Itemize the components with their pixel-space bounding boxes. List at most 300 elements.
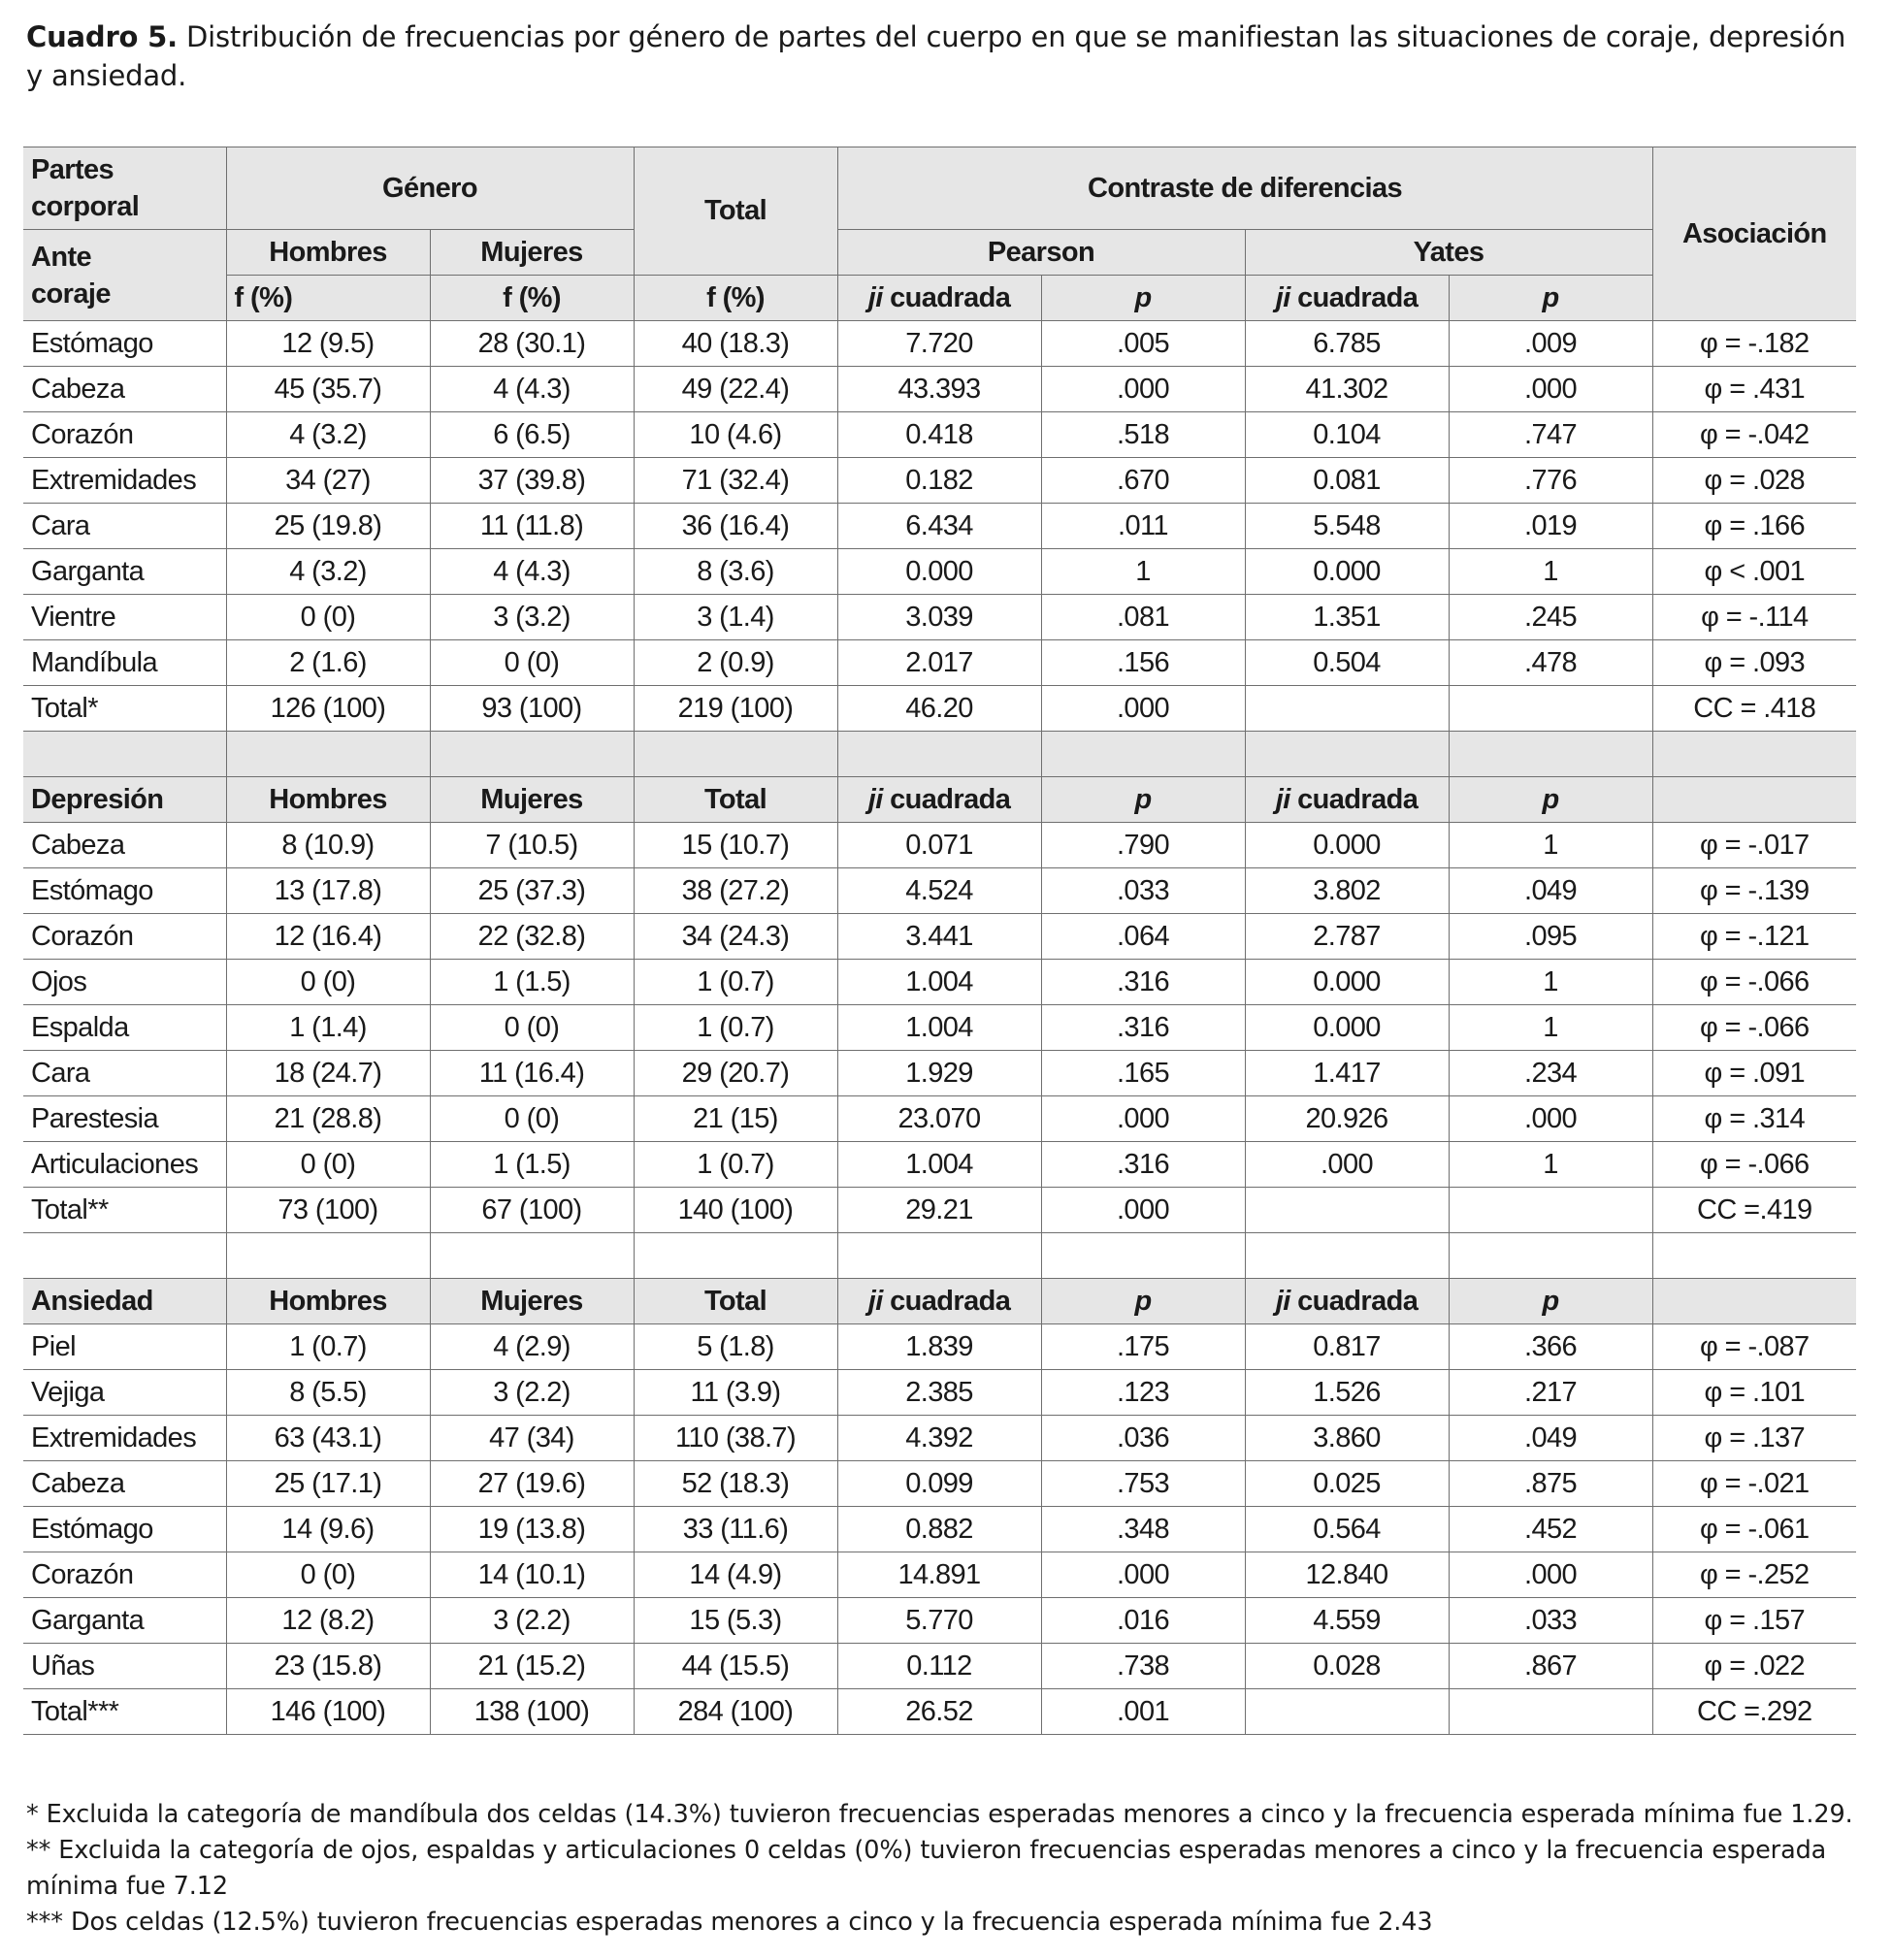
spacer-cell (634, 1233, 837, 1279)
ji-label: ji (1275, 281, 1290, 313)
cell-yates-p: 1 (1449, 1142, 1652, 1188)
cell-mujeres: 3 (2.2) (430, 1598, 634, 1644)
cell-total: 3 (1.4) (634, 595, 837, 640)
cell-mujeres: 21 (15.2) (430, 1644, 634, 1689)
cell-hombres: 126 (100) (226, 686, 430, 732)
section-header-row (23, 777, 1856, 823)
spacer-cell (23, 1233, 226, 1279)
cell-pearson-p: .000 (1041, 1096, 1245, 1142)
cell-yates-p: .000 (1449, 1552, 1652, 1598)
cell-yates-ji: 4.559 (1245, 1598, 1449, 1644)
cell-yates-p (1449, 1689, 1652, 1735)
cell-pearson-ji: 1.004 (837, 1142, 1041, 1188)
section-empty (1652, 1279, 1856, 1324)
table-row (23, 504, 1856, 549)
spacer-cell (23, 732, 226, 777)
cell-pearson-ji: 6.434 (837, 504, 1041, 549)
cell-mujeres: 3 (2.2) (430, 1370, 634, 1416)
cell-pearson-p: .001 (1041, 1689, 1245, 1735)
cell-pearson-ji: 46.20 (837, 686, 1041, 732)
cell-asociacion: φ = -.121 (1652, 914, 1856, 960)
cuadrada-label: cuadrada (1289, 783, 1419, 815)
table-row (23, 1370, 1856, 1416)
cell-mujeres: 93 (100) (430, 686, 634, 732)
table-row (23, 1005, 1856, 1051)
cell-yates-p: .245 (1449, 595, 1652, 640)
header-ante-line1: Ante (31, 241, 92, 273)
cell-mujeres: 37 (39.8) (430, 458, 634, 504)
cell-yates-ji (1245, 1188, 1449, 1233)
cell-mujeres: 14 (10.1) (430, 1552, 634, 1598)
cell-pearson-p: .165 (1041, 1051, 1245, 1096)
cell-pearson-p: .670 (1041, 458, 1245, 504)
cell-pearson-p: .518 (1041, 412, 1245, 458)
cell-pearson-ji: 1.929 (837, 1051, 1041, 1096)
cell-yates-p: .776 (1449, 458, 1652, 504)
frequency-table (23, 147, 1856, 1735)
cell-asociacion: φ = .101 (1652, 1370, 1856, 1416)
cell-hombres: 12 (16.4) (226, 914, 430, 960)
header-row-3 (23, 276, 1856, 321)
cell-asociacion: φ = -.087 (1652, 1324, 1856, 1370)
section-total: Total (634, 777, 837, 823)
section-ji-yates (1245, 777, 1449, 823)
cell-body-part: Estómago (23, 868, 226, 914)
table-row (23, 321, 1856, 367)
cell-pearson-p: .005 (1041, 321, 1245, 367)
cuadrada-label: cuadrada (882, 281, 1011, 313)
cell-yates-p: .217 (1449, 1370, 1652, 1416)
cell-yates-ji: 12.840 (1245, 1552, 1449, 1598)
cell-pearson-ji: 2.017 (837, 640, 1041, 686)
cell-yates-ji: 0.081 (1245, 458, 1449, 504)
cell-pearson-ji: 0.000 (837, 549, 1041, 595)
table-row (23, 1188, 1856, 1233)
cell-pearson-ji: 1.839 (837, 1324, 1041, 1370)
spacer-cell (837, 1233, 1041, 1279)
cell-yates-ji: 2.787 (1245, 914, 1449, 960)
note-2: ** Excluida la categoría de ojos, espaldas y articulaciones 0 celdas (0%) tuvieron frecuencias esperadas menores a cinco y la frecuencia esperada mínima fue 7.12 (26, 1836, 1827, 1901)
section-ji-pearson (837, 777, 1041, 823)
cell-asociacion: CC =.419 (1652, 1188, 1856, 1233)
cell-body-part: Articulaciones (23, 1142, 226, 1188)
section-header-row (23, 1279, 1856, 1324)
cell-yates-p: .000 (1449, 1096, 1652, 1142)
cell-total: 40 (18.3) (634, 321, 837, 367)
cell-body-part: Cabeza (23, 367, 226, 412)
cell-pearson-p: .753 (1041, 1461, 1245, 1507)
cell-pearson-p: .000 (1041, 1552, 1245, 1598)
spacer-row (23, 732, 1856, 777)
cell-pearson-p: .036 (1041, 1416, 1245, 1461)
cuadrada-label: cuadrada (1289, 1285, 1419, 1317)
cell-pearson-ji: 0.182 (837, 458, 1041, 504)
cell-total: 49 (22.4) (634, 367, 837, 412)
table-body (23, 147, 1856, 1735)
cell-body-part: Extremidades (23, 458, 226, 504)
cell-total: 11 (3.9) (634, 1370, 837, 1416)
cell-pearson-p: .016 (1041, 1598, 1245, 1644)
table-row (23, 686, 1856, 732)
section-empty (1652, 777, 1856, 823)
cell-pearson-p: .033 (1041, 868, 1245, 914)
header-p-yates: p (1449, 276, 1652, 321)
cell-pearson-ji: 0.112 (837, 1644, 1041, 1689)
cell-pearson-ji: 0.418 (837, 412, 1041, 458)
cell-pearson-ji: 29.21 (837, 1188, 1041, 1233)
section-label: Depresión (23, 777, 226, 823)
cell-body-part: Total* (23, 686, 226, 732)
table-row (23, 458, 1856, 504)
cell-mujeres: 7 (10.5) (430, 823, 634, 868)
cell-pearson-p: .081 (1041, 595, 1245, 640)
cell-pearson-p: .123 (1041, 1370, 1245, 1416)
cell-hombres: 23 (15.8) (226, 1644, 430, 1689)
cell-body-part: Cabeza (23, 823, 226, 868)
cell-body-part: Cara (23, 1051, 226, 1096)
cuadrada-label: cuadrada (1289, 281, 1419, 313)
cell-yates-ji: 0.025 (1245, 1461, 1449, 1507)
cell-yates-p: .867 (1449, 1644, 1652, 1689)
cell-mujeres: 47 (34) (430, 1416, 634, 1461)
cell-yates-p: 1 (1449, 549, 1652, 595)
table-row (23, 1416, 1856, 1461)
cell-body-part: Ojos (23, 960, 226, 1005)
ji-label: ji (1275, 783, 1290, 815)
spacer-cell (1041, 732, 1245, 777)
cell-hombres: 21 (28.8) (226, 1096, 430, 1142)
cell-mujeres: 25 (37.3) (430, 868, 634, 914)
table-row (23, 1051, 1856, 1096)
header-p-pearson: p (1041, 276, 1245, 321)
table-row (23, 1461, 1856, 1507)
header-genero: Género (226, 147, 634, 230)
cell-hombres: 0 (0) (226, 1142, 430, 1188)
cell-yates-p: .019 (1449, 504, 1652, 549)
table-row (23, 1507, 1856, 1552)
cell-asociacion: φ = .028 (1652, 458, 1856, 504)
cell-yates-p: .095 (1449, 914, 1652, 960)
header-mujeres: Mujeres (430, 230, 634, 276)
cell-pearson-p: .156 (1041, 640, 1245, 686)
cell-asociacion: φ = .022 (1652, 1644, 1856, 1689)
section-mujeres: Mujeres (430, 777, 634, 823)
cell-pearson-p: 1 (1041, 549, 1245, 595)
cell-hombres: 73 (100) (226, 1188, 430, 1233)
cell-pearson-p: .175 (1041, 1324, 1245, 1370)
table-notes (26, 1797, 1865, 1941)
cell-pearson-ji: 14.891 (837, 1552, 1041, 1598)
cell-mujeres: 0 (0) (430, 640, 634, 686)
cell-yates-ji (1245, 686, 1449, 732)
cell-yates-p: .033 (1449, 1598, 1652, 1644)
cell-total: 21 (15) (634, 1096, 837, 1142)
cell-pearson-ji: 3.441 (837, 914, 1041, 960)
spacer-cell (1449, 1233, 1652, 1279)
cell-hombres: 0 (0) (226, 595, 430, 640)
cell-total: 34 (24.3) (634, 914, 837, 960)
cell-asociacion: φ = -.017 (1652, 823, 1856, 868)
cell-total: 44 (15.5) (634, 1644, 837, 1689)
cell-body-part: Corazón (23, 1552, 226, 1598)
cell-yates-ji: 1.351 (1245, 595, 1449, 640)
header-f-mujeres: f (%) (430, 276, 634, 321)
cell-total: 10 (4.6) (634, 412, 837, 458)
cell-asociacion: φ = .166 (1652, 504, 1856, 549)
cell-hombres: 45 (35.7) (226, 367, 430, 412)
header-ji-pearson (837, 276, 1041, 321)
section-ji-yates (1245, 1279, 1449, 1324)
section-p-yates: p (1449, 1279, 1652, 1324)
cell-pearson-ji: 1.004 (837, 960, 1041, 1005)
cell-total: 1 (0.7) (634, 1005, 837, 1051)
cell-yates-ji: 0.000 (1245, 823, 1449, 868)
header-partes-line1: Partes (31, 154, 114, 185)
cell-asociacion: φ = -.066 (1652, 1142, 1856, 1188)
cell-mujeres: 6 (6.5) (430, 412, 634, 458)
cell-yates-ji: 0.104 (1245, 412, 1449, 458)
header-f-hombres: f (%) (226, 276, 430, 321)
cell-yates-ji: 1.526 (1245, 1370, 1449, 1416)
cell-yates-p: .747 (1449, 412, 1652, 458)
cell-hombres: 2 (1.6) (226, 640, 430, 686)
cell-pearson-p: .000 (1041, 367, 1245, 412)
spacer-cell (226, 1233, 430, 1279)
cell-yates-ji: 0.504 (1245, 640, 1449, 686)
section-ji-pearson (837, 1279, 1041, 1324)
cell-hombres: 146 (100) (226, 1689, 430, 1735)
cell-body-part: Estómago (23, 321, 226, 367)
cell-mujeres: 11 (11.8) (430, 504, 634, 549)
cell-mujeres: 0 (0) (430, 1005, 634, 1051)
cell-pearson-p: .064 (1041, 914, 1245, 960)
cell-total: 5 (1.8) (634, 1324, 837, 1370)
note-1: * Excluida la categoría de mandíbula dos celdas (14.3%) tuvieron frecuencias esperadas menores a cinco y la frecuencia esperada mínima fue 1.29. (26, 1800, 1853, 1829)
cell-total: 8 (3.6) (634, 549, 837, 595)
section-hombres: Hombres (226, 777, 430, 823)
cell-pearson-p: .348 (1041, 1507, 1245, 1552)
cell-yates-ji: 0.000 (1245, 960, 1449, 1005)
cell-hombres: 63 (43.1) (226, 1416, 430, 1461)
cell-mujeres: 1 (1.5) (430, 1142, 634, 1188)
header-ante-line2: coraje (31, 278, 111, 310)
cuadrada-label: cuadrada (882, 1285, 1011, 1317)
cell-total: 33 (11.6) (634, 1507, 837, 1552)
spacer-cell (226, 732, 430, 777)
cell-body-part: Piel (23, 1324, 226, 1370)
cell-hombres: 12 (8.2) (226, 1598, 430, 1644)
cell-body-part: Espalda (23, 1005, 226, 1051)
spacer-cell (430, 732, 634, 777)
table-row (23, 640, 1856, 686)
header-row-1 (23, 147, 1856, 230)
header-partes (23, 147, 226, 230)
cell-yates-p: 1 (1449, 960, 1652, 1005)
cell-body-part: Garganta (23, 1598, 226, 1644)
cell-yates-p: 1 (1449, 1005, 1652, 1051)
cell-hombres: 8 (10.9) (226, 823, 430, 868)
cell-yates-ji: 3.860 (1245, 1416, 1449, 1461)
cell-mujeres: 67 (100) (430, 1188, 634, 1233)
cell-yates-p: .049 (1449, 868, 1652, 914)
cell-yates-ji: 0.817 (1245, 1324, 1449, 1370)
cell-asociacion: φ = .157 (1652, 1598, 1856, 1644)
table-row (23, 412, 1856, 458)
cuadrada-label: cuadrada (882, 783, 1011, 815)
cell-asociacion: φ = -.182 (1652, 321, 1856, 367)
cell-yates-ji: 41.302 (1245, 367, 1449, 412)
cell-body-part: Corazón (23, 412, 226, 458)
spacer-cell (430, 1233, 634, 1279)
table-row (23, 823, 1856, 868)
cell-total: 52 (18.3) (634, 1461, 837, 1507)
cell-asociacion: φ = .137 (1652, 1416, 1856, 1461)
cell-hombres: 18 (24.7) (226, 1051, 430, 1096)
cell-asociacion: φ = -.061 (1652, 1507, 1856, 1552)
cell-pearson-ji: 7.720 (837, 321, 1041, 367)
cell-total: 15 (10.7) (634, 823, 837, 868)
cell-body-part: Corazón (23, 914, 226, 960)
cell-asociacion: CC = .418 (1652, 686, 1856, 732)
cell-total: 36 (16.4) (634, 504, 837, 549)
cell-yates-p: 1 (1449, 823, 1652, 868)
header-total: Total (634, 147, 837, 276)
cell-body-part: Estómago (23, 1507, 226, 1552)
cell-asociacion: φ = -.252 (1652, 1552, 1856, 1598)
cell-hombres: 1 (0.7) (226, 1324, 430, 1370)
ji-label: ji (867, 281, 883, 313)
cell-total: 219 (100) (634, 686, 837, 732)
cell-hombres: 0 (0) (226, 960, 430, 1005)
cell-yates-p (1449, 1188, 1652, 1233)
cell-yates-p: .009 (1449, 321, 1652, 367)
cell-mujeres: 0 (0) (430, 1096, 634, 1142)
cell-mujeres: 4 (2.9) (430, 1324, 634, 1370)
ji-label: ji (867, 1285, 883, 1317)
cell-yates-ji: 6.785 (1245, 321, 1449, 367)
cell-yates-ji: 1.417 (1245, 1051, 1449, 1096)
cell-mujeres: 1 (1.5) (430, 960, 634, 1005)
cell-mujeres: 27 (19.6) (430, 1461, 634, 1507)
cell-hombres: 4 (3.2) (226, 412, 430, 458)
cell-yates-ji: 0.000 (1245, 549, 1449, 595)
spacer-cell (1652, 732, 1856, 777)
cell-total: 1 (0.7) (634, 960, 837, 1005)
spacer-cell (837, 732, 1041, 777)
table-row (23, 1552, 1856, 1598)
cell-yates-ji: .000 (1245, 1142, 1449, 1188)
cell-hombres: 25 (17.1) (226, 1461, 430, 1507)
cell-pearson-p: .316 (1041, 1005, 1245, 1051)
cell-yates-p: .875 (1449, 1461, 1652, 1507)
cell-total: 1 (0.7) (634, 1142, 837, 1188)
table-row (23, 914, 1856, 960)
cell-hombres: 13 (17.8) (226, 868, 430, 914)
section-hombres: Hombres (226, 1279, 430, 1324)
cell-yates-ji (1245, 1689, 1449, 1735)
header-partes-line2: corporal (31, 191, 140, 222)
cell-yates-ji: 20.926 (1245, 1096, 1449, 1142)
cell-pearson-ji: 0.882 (837, 1507, 1041, 1552)
cell-yates-p: .049 (1449, 1416, 1652, 1461)
cell-asociacion: CC =.292 (1652, 1689, 1856, 1735)
cell-body-part: Total*** (23, 1689, 226, 1735)
cell-asociacion: φ < .001 (1652, 549, 1856, 595)
cell-mujeres: 19 (13.8) (430, 1507, 634, 1552)
table-row (23, 1096, 1856, 1142)
cell-yates-p (1449, 686, 1652, 732)
cell-pearson-ji: 23.070 (837, 1096, 1041, 1142)
cell-yates-ji: 0.028 (1245, 1644, 1449, 1689)
cell-yates-p: .366 (1449, 1324, 1652, 1370)
cell-body-part: Cabeza (23, 1461, 226, 1507)
cell-hombres: 25 (19.8) (226, 504, 430, 549)
cell-yates-ji: 5.548 (1245, 504, 1449, 549)
cell-pearson-ji: 3.039 (837, 595, 1041, 640)
cell-mujeres: 4 (4.3) (430, 367, 634, 412)
note-3: *** Dos celdas (12.5%) tuvieron frecuencias esperadas menores a cinco y la frecuencia esperada mínima fue 2.43 (26, 1908, 1433, 1937)
cell-yates-ji: 0.000 (1245, 1005, 1449, 1051)
table-row (23, 868, 1856, 914)
cell-yates-p: .234 (1449, 1051, 1652, 1096)
cell-body-part: Vientre (23, 595, 226, 640)
cell-body-part: Vejiga (23, 1370, 226, 1416)
cell-pearson-ji: 1.004 (837, 1005, 1041, 1051)
cell-total: 2 (0.9) (634, 640, 837, 686)
cell-total: 110 (38.7) (634, 1416, 837, 1461)
table-row (23, 1142, 1856, 1188)
cell-pearson-p: .316 (1041, 960, 1245, 1005)
ji-label: ji (867, 783, 883, 815)
cell-total: 71 (32.4) (634, 458, 837, 504)
cell-asociacion: φ = -.066 (1652, 960, 1856, 1005)
cell-hombres: 4 (3.2) (226, 549, 430, 595)
table-row (23, 960, 1856, 1005)
cell-hombres: 34 (27) (226, 458, 430, 504)
header-hombres: Hombres (226, 230, 430, 276)
cell-mujeres: 138 (100) (430, 1689, 634, 1735)
header-ji-yates (1245, 276, 1449, 321)
cell-yates-ji: 0.564 (1245, 1507, 1449, 1552)
spacer-cell (1245, 732, 1449, 777)
table-caption (26, 17, 1870, 95)
cell-yates-ji: 3.802 (1245, 868, 1449, 914)
cell-hombres: 8 (5.5) (226, 1370, 430, 1416)
caption-label: Cuadro 5. (26, 20, 178, 53)
cell-pearson-p: .316 (1041, 1142, 1245, 1188)
cell-pearson-ji: 0.071 (837, 823, 1041, 868)
cell-mujeres: 3 (3.2) (430, 595, 634, 640)
header-f-total: f (%) (634, 276, 837, 321)
cell-pearson-ji: 5.770 (837, 1598, 1041, 1644)
table-row (23, 549, 1856, 595)
cell-body-part: Cara (23, 504, 226, 549)
table-row (23, 1689, 1856, 1735)
table-row (23, 1644, 1856, 1689)
cell-body-part: Total** (23, 1188, 226, 1233)
cell-total: 14 (4.9) (634, 1552, 837, 1598)
cell-pearson-ji: 43.393 (837, 367, 1041, 412)
spacer-cell (1449, 732, 1652, 777)
cell-asociacion: φ = .314 (1652, 1096, 1856, 1142)
section-label: Ansiedad (23, 1279, 226, 1324)
cell-mujeres: 22 (32.8) (430, 914, 634, 960)
header-pearson: Pearson (837, 230, 1245, 276)
spacer-row (23, 1233, 1856, 1279)
spacer-cell (1245, 1233, 1449, 1279)
section-total: Total (634, 1279, 837, 1324)
cell-total: 38 (27.2) (634, 868, 837, 914)
